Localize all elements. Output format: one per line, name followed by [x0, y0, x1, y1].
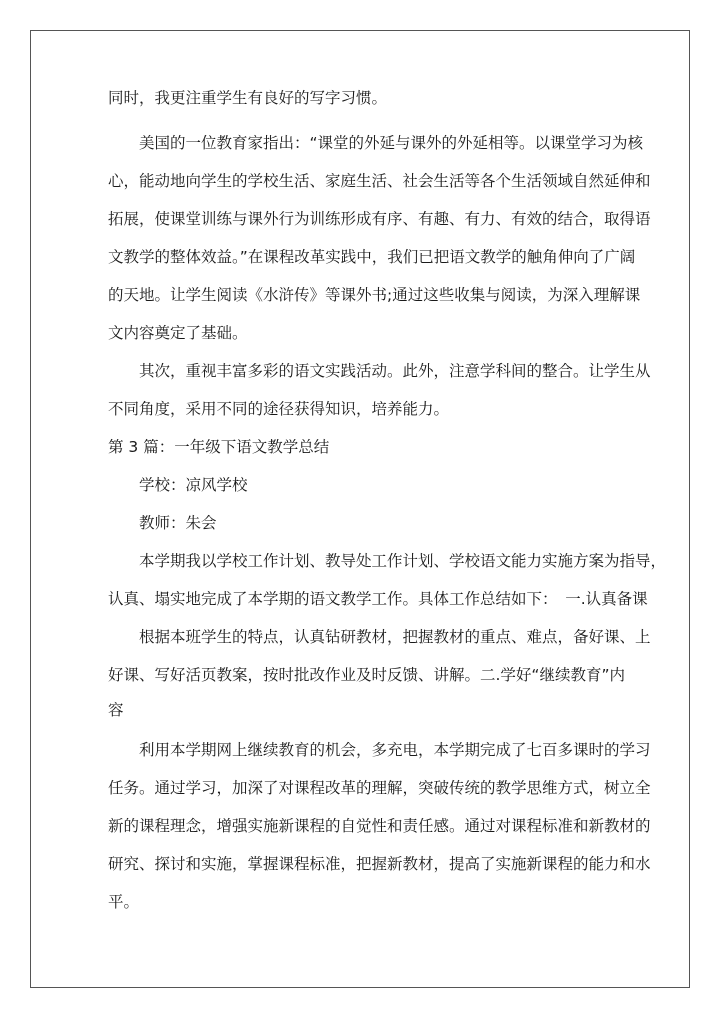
paragraph-line: 本学期我以学校工作计划、教导处工作计划、学校语文能力实施方案为指导，	[139, 552, 667, 570]
school-line: 学校：凉风学校	[139, 476, 248, 494]
paragraph-line: 文内容奠定了基础。	[108, 324, 248, 342]
paragraph-line: 不同角度，采用不同的途径获得知识，培养能力。	[108, 400, 450, 418]
paragraph-line: 美国的一位教育家指出：“课堂的外延与课外的外延相等。以课堂学习为核	[139, 134, 644, 152]
paragraph-line: 容	[108, 701, 124, 719]
paragraph-line: 同时，我更注重学生有良好的写字习惯。	[108, 89, 388, 107]
paragraph-line: 的天地。让学生阅读《水浒传》等课外书;通过这些收集与阅读，为深入理解课	[108, 286, 641, 304]
paragraph-line: 其次，重视丰富多彩的语文实践活动。此外，注意学科间的整合。让学生从	[139, 362, 651, 380]
paragraph-line: 研究、探讨和实施，掌握课程标准，把握新教材，提高了实施新课程的能力和水	[108, 855, 651, 873]
paragraph-line: 文教学的整体效益。”在课程改革实践中，我们已把语文教学的触角伸向了广阔	[108, 248, 636, 266]
teacher-line: 教师：朱会	[139, 514, 217, 532]
paragraph-line: 任务。通过学习，加深了对课程改革的理解，突破传统的教学思维方式，树立全	[108, 779, 651, 797]
paragraph-line: 认真、塌实地完成了本学期的语文教学工作。具体工作总结如下： 一.认真备课	[108, 590, 648, 608]
paragraph-line: 好课、写好活页教案，按时批改作业及时反馈、讲解。二.学好“继续教育”内	[108, 666, 625, 684]
paragraph-line: 平。	[108, 893, 140, 911]
paragraph-line: 心，能动地向学生的学校生活、家庭生活、社会生活等各个生活领域自然延伸和	[108, 172, 651, 190]
paragraph-line: 利用本学期网上继续教育的机会，多充电，本学期完成了七百多课时的学习	[139, 741, 651, 759]
paragraph-line: 根据本班学生的特点，认真钻研教材，把握教材的重点、难点，备好课、上	[139, 628, 651, 646]
paragraph-line: 新的课程理念，增强实施新课程的自觉性和责任感。通过对课程标准和新教材的	[108, 817, 651, 835]
paragraph-line: 拓展，使课堂训练与课外行为训练形成有序、有趣、有力、有效的结合，取得语	[108, 210, 651, 228]
section-heading: 第 3 篇：一年级下语文教学总结	[108, 438, 330, 456]
